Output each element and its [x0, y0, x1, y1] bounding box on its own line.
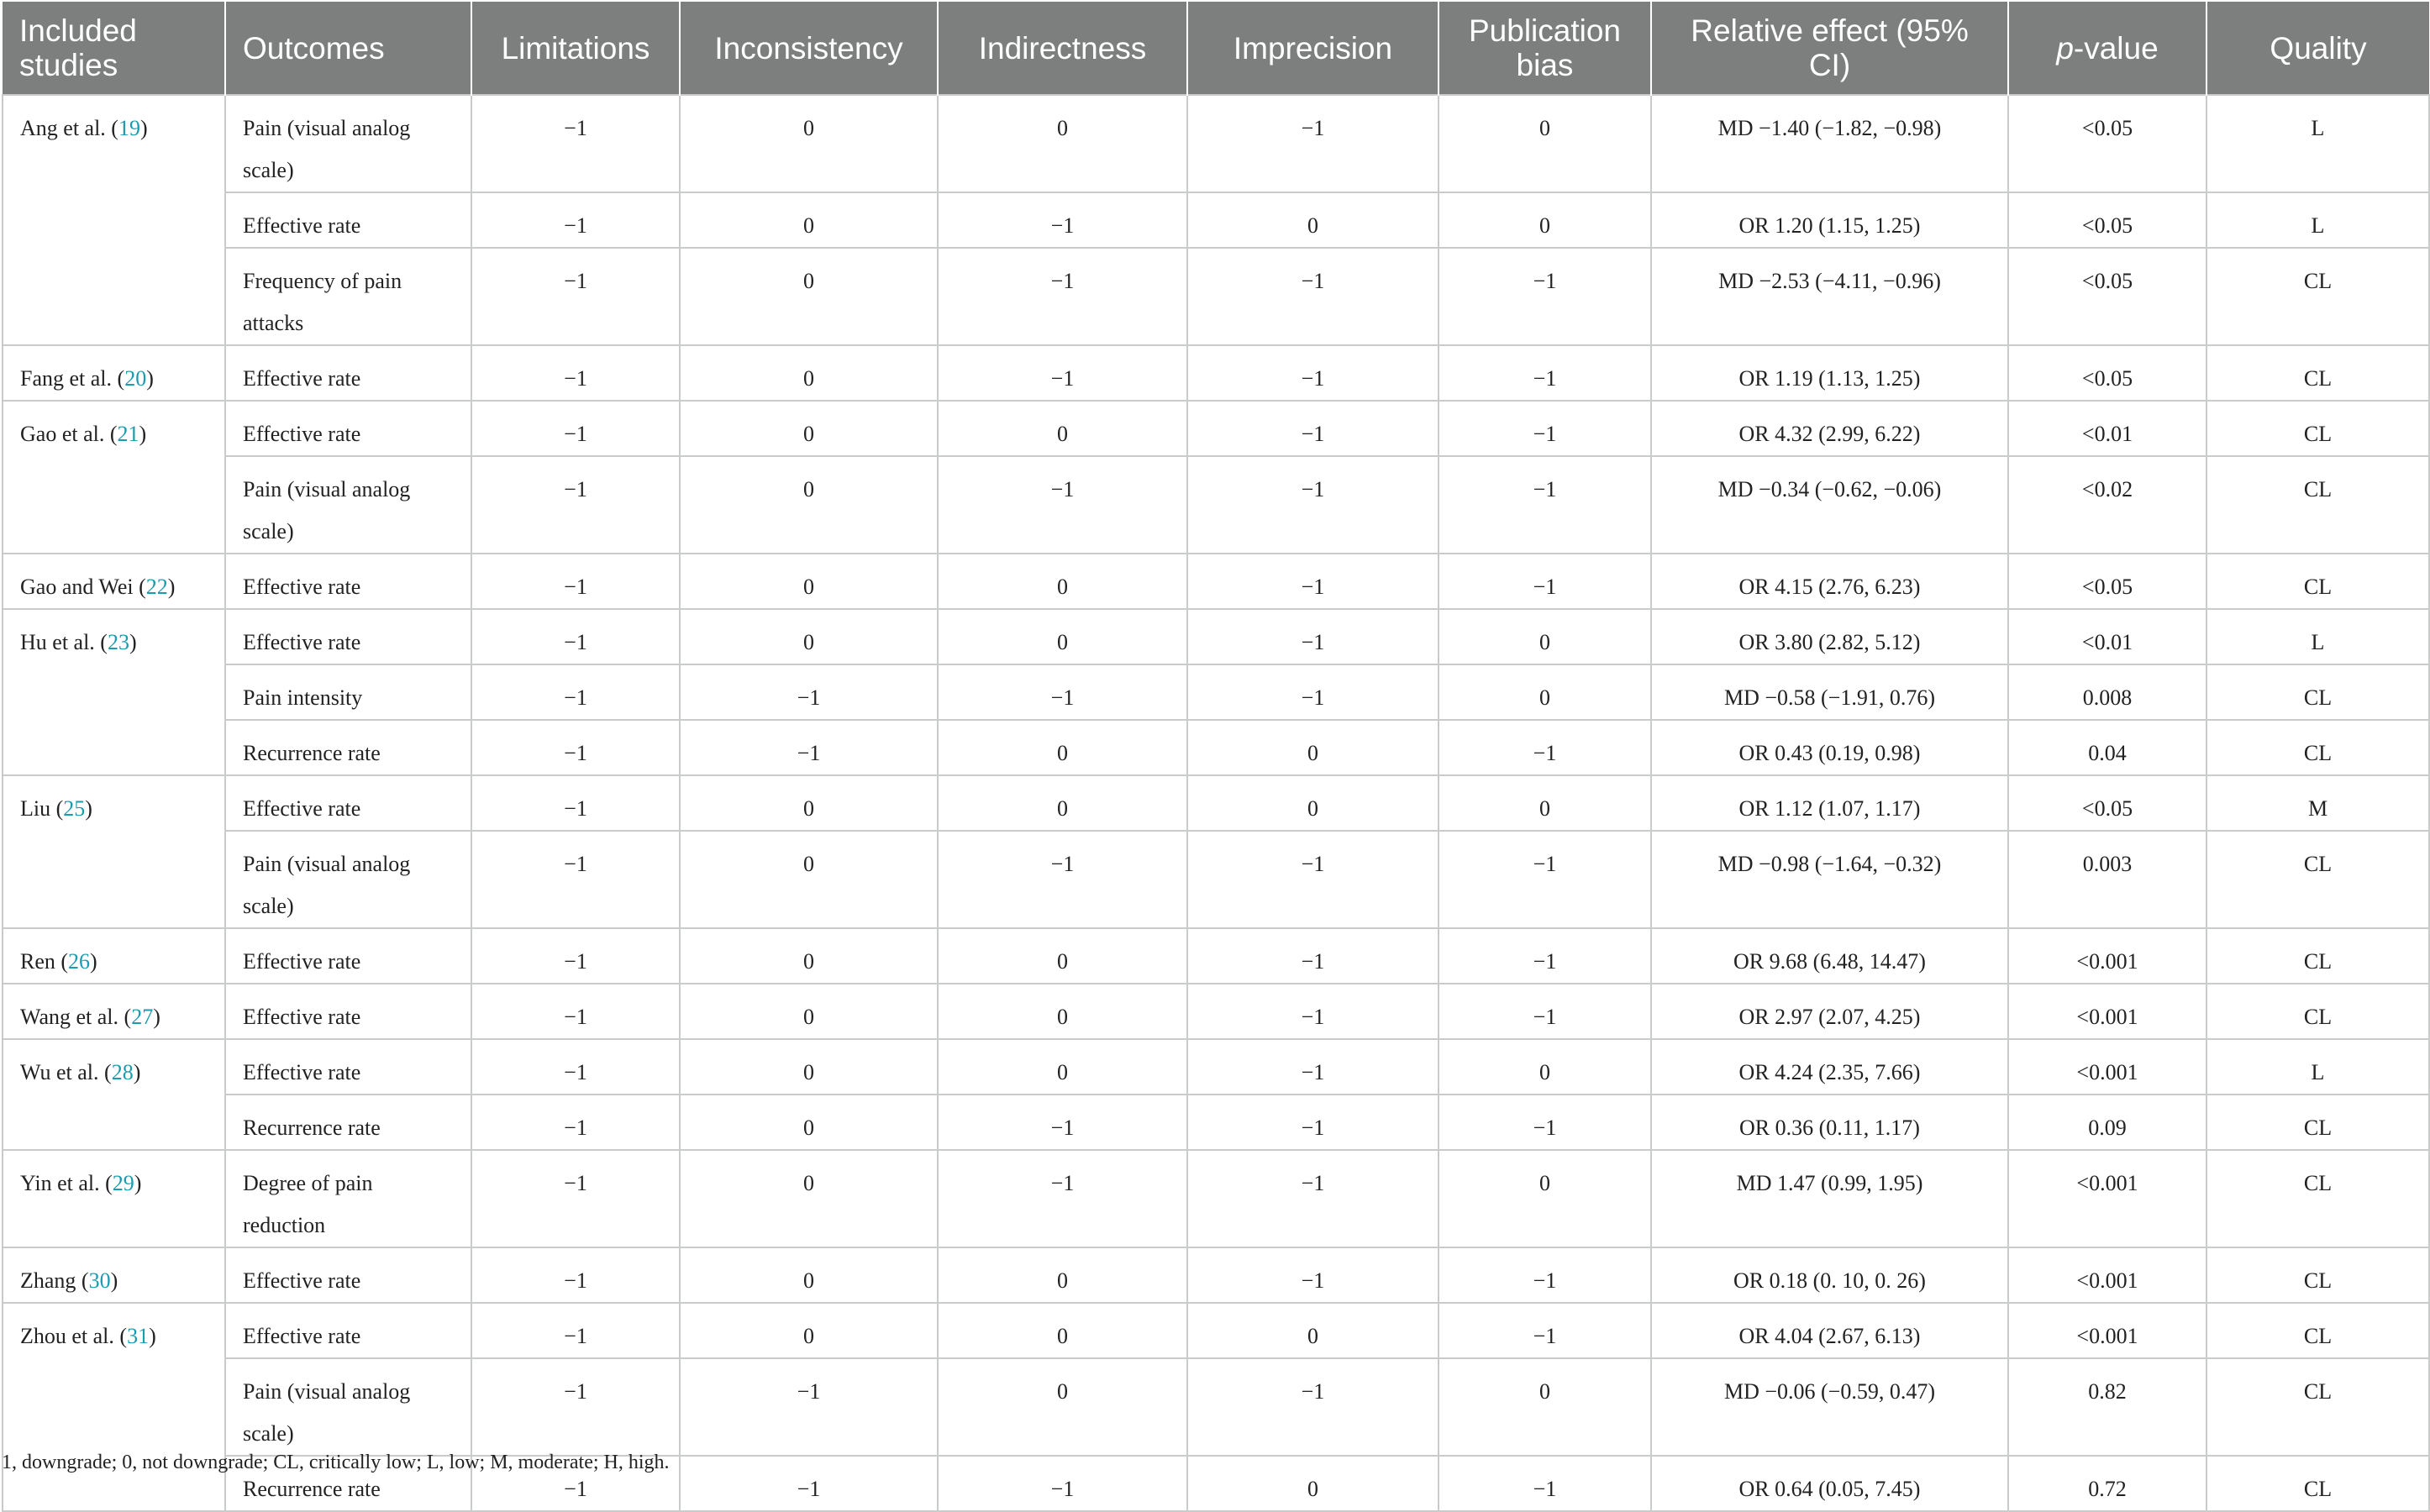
table-row — [3, 664, 2429, 720]
inconsistency-cell: 0 — [680, 984, 938, 1039]
study-cell — [3, 984, 225, 1039]
reference-link[interactable]: 23 — [107, 630, 129, 654]
imprecision-cell: −1 — [1187, 95, 1439, 192]
relative-effect-cell: OR 3.80 (2.82, 5.12) — [1651, 609, 2008, 664]
study-name: Fang et al. ( — [20, 366, 125, 391]
inconsistency-cell: 0 — [680, 1247, 938, 1303]
study-name: Yin et al. ( — [20, 1171, 113, 1195]
table-row — [3, 1247, 2429, 1303]
limitations-cell: −1 — [471, 95, 680, 192]
imprecision-cell: 0 — [1187, 1456, 1439, 1511]
inconsistency-cell: 0 — [680, 1039, 938, 1095]
header-p-value — [2008, 2, 2206, 95]
table-row — [3, 1039, 2429, 1095]
table-row — [3, 248, 2429, 345]
inconsistency-cell: −1 — [680, 664, 938, 720]
relative-effect-cell: OR 0.64 (0.05, 7.45) — [1651, 1456, 2008, 1511]
study-name-close: ) — [139, 116, 148, 140]
p-value-cell: 0.003 — [2008, 831, 2206, 928]
imprecision-cell: −1 — [1187, 1150, 1439, 1247]
outcome-cell: Pain intensity — [225, 664, 471, 720]
header-included-studies: Included studies — [3, 2, 225, 95]
publication-bias-cell: −1 — [1439, 345, 1651, 401]
p-value-cell: <0.05 — [2008, 192, 2206, 248]
indirectness-cell: −1 — [938, 192, 1187, 248]
inconsistency-cell: 0 — [680, 554, 938, 609]
publication-bias-cell: −1 — [1439, 456, 1651, 554]
relative-effect-cell: OR 1.19 (1.13, 1.25) — [1651, 345, 2008, 401]
table-row — [3, 456, 2429, 554]
limitations-cell: −1 — [471, 456, 680, 554]
table-row — [3, 720, 2429, 775]
p-value-cell: <0.05 — [2008, 248, 2206, 345]
outcome-cell: Pain (visual analog scale) — [225, 456, 471, 554]
indirectness-cell: −1 — [938, 1095, 1187, 1150]
limitations-cell: −1 — [471, 1150, 680, 1247]
indirectness-cell: 0 — [938, 1358, 1187, 1456]
study-name: Gao et al. ( — [20, 422, 118, 446]
header-limitations: Limitations — [471, 2, 680, 95]
p-value-cell: <0.05 — [2008, 775, 2206, 831]
relative-effect-cell: OR 0.36 (0.11, 1.17) — [1651, 1095, 2008, 1150]
imprecision-cell: 0 — [1187, 1303, 1439, 1358]
study-name-close: ) — [134, 1171, 142, 1195]
study-name: Ang et al. ( — [20, 116, 118, 140]
outcome-cell: Effective rate — [225, 775, 471, 831]
imprecision-cell: −1 — [1187, 664, 1439, 720]
limitations-cell: −1 — [471, 1095, 680, 1150]
imprecision-cell: −1 — [1187, 609, 1439, 664]
inconsistency-cell: −1 — [680, 720, 938, 775]
limitations-cell: −1 — [471, 554, 680, 609]
indirectness-cell: 0 — [938, 775, 1187, 831]
outcome-cell: Effective rate — [225, 928, 471, 984]
inconsistency-cell: 0 — [680, 928, 938, 984]
reference-link[interactable]: 19 — [118, 116, 140, 140]
outcome-cell: Effective rate — [225, 554, 471, 609]
p-value-cell: <0.001 — [2008, 1150, 2206, 1247]
imprecision-cell: 0 — [1187, 192, 1439, 248]
publication-bias-cell: −1 — [1439, 928, 1651, 984]
relative-effect-cell: MD −2.53 (−4.11, −0.96) — [1651, 248, 2008, 345]
indirectness-cell: 0 — [938, 1039, 1187, 1095]
indirectness-cell: −1 — [938, 831, 1187, 928]
study-cell — [3, 1303, 225, 1511]
quality-cell: CL — [2206, 720, 2429, 775]
indirectness-cell: −1 — [938, 345, 1187, 401]
inconsistency-cell: 0 — [680, 401, 938, 456]
publication-bias-cell: 0 — [1439, 95, 1651, 192]
p-value-cell: <0.001 — [2008, 984, 2206, 1039]
outcome-cell: Degree of pain reduction — [225, 1150, 471, 1247]
header-imprecision: Imprecision — [1187, 2, 1439, 95]
inconsistency-cell: −1 — [680, 1456, 938, 1511]
header-inconsistency: Inconsistency — [680, 2, 938, 95]
quality-cell: CL — [2206, 248, 2429, 345]
limitations-cell: −1 — [471, 1247, 680, 1303]
table-row — [3, 1095, 2429, 1150]
table-row — [3, 984, 2429, 1039]
table-row — [3, 192, 2429, 248]
publication-bias-cell: 0 — [1439, 1039, 1651, 1095]
outcome-cell: Effective rate — [225, 401, 471, 456]
limitations-cell: −1 — [471, 664, 680, 720]
table-header-row — [3, 2, 2429, 95]
imprecision-cell: −1 — [1187, 831, 1439, 928]
limitations-cell: −1 — [471, 345, 680, 401]
relative-effect-cell: MD −1.40 (−1.82, −0.98) — [1651, 95, 2008, 192]
study-cell — [3, 1150, 225, 1247]
p-value-cell: 0.008 — [2008, 664, 2206, 720]
inconsistency-cell: 0 — [680, 192, 938, 248]
quality-cell: CL — [2206, 345, 2429, 401]
table-row — [3, 1303, 2429, 1358]
p-value-cell: 0.09 — [2008, 1095, 2206, 1150]
inconsistency-cell: 0 — [680, 1303, 938, 1358]
table-row — [3, 1358, 2429, 1456]
study-cell — [3, 401, 225, 554]
outcome-cell: Effective rate — [225, 345, 471, 401]
limitations-cell: −1 — [471, 248, 680, 345]
p-value-cell: 0.72 — [2008, 1456, 2206, 1511]
quality-cell: CL — [2206, 456, 2429, 554]
table-row — [3, 95, 2429, 192]
publication-bias-cell: −1 — [1439, 1303, 1651, 1358]
outcome-cell: Recurrence rate — [225, 1456, 471, 1511]
publication-bias-cell: −1 — [1439, 401, 1651, 456]
study-cell — [3, 928, 225, 984]
p-value-cell: 0.04 — [2008, 720, 2206, 775]
limitations-cell: −1 — [471, 1039, 680, 1095]
header-p-italic: p — [2056, 30, 2074, 66]
header-outcomes: Outcomes — [225, 2, 471, 95]
table-row — [3, 1150, 2429, 1247]
quality-cell: M — [2206, 775, 2429, 831]
relative-effect-cell: OR 2.97 (2.07, 4.25) — [1651, 984, 2008, 1039]
study-name-close: ) — [90, 949, 97, 974]
grade-evidence-table — [2, 2, 2430, 1512]
p-value-cell: 0.82 — [2008, 1358, 2206, 1456]
reference-link[interactable]: 21 — [117, 422, 139, 446]
relative-effect-cell: OR 1.20 (1.15, 1.25) — [1651, 192, 2008, 248]
relative-effect-cell: OR 4.15 (2.76, 6.23) — [1651, 554, 2008, 609]
study-name-close: ) — [149, 1324, 156, 1348]
p-value-cell: <0.01 — [2008, 609, 2206, 664]
quality-cell: CL — [2206, 1358, 2429, 1456]
imprecision-cell: 0 — [1187, 720, 1439, 775]
relative-effect-cell: OR 1.12 (1.07, 1.17) — [1651, 775, 2008, 831]
inconsistency-cell: 0 — [680, 248, 938, 345]
publication-bias-cell: −1 — [1439, 248, 1651, 345]
quality-cell: CL — [2206, 928, 2429, 984]
table-row — [3, 401, 2429, 456]
table-body — [3, 95, 2429, 1511]
p-value-cell: <0.001 — [2008, 928, 2206, 984]
header-p-suffix: -value — [2073, 30, 2159, 66]
limitations-cell: −1 — [471, 192, 680, 248]
relative-effect-cell: MD −0.06 (−0.59, 0.47) — [1651, 1358, 2008, 1456]
reference-link[interactable]: 20 — [124, 366, 147, 391]
inconsistency-cell: 0 — [680, 95, 938, 192]
table-row — [3, 609, 2429, 664]
limitations-cell: −1 — [471, 609, 680, 664]
publication-bias-cell: −1 — [1439, 1247, 1651, 1303]
study-name-close: ) — [146, 366, 154, 391]
limitations-cell: −1 — [471, 831, 680, 928]
study-cell — [3, 95, 225, 345]
publication-bias-cell: −1 — [1439, 1456, 1651, 1511]
study-name-close: ) — [153, 1005, 160, 1029]
reference-link[interactable]: 30 — [88, 1268, 111, 1293]
p-value-cell: <0.02 — [2008, 456, 2206, 554]
imprecision-cell: 0 — [1187, 775, 1439, 831]
study-cell — [3, 345, 225, 401]
indirectness-cell: 0 — [938, 1247, 1187, 1303]
indirectness-cell: 0 — [938, 95, 1187, 192]
imprecision-cell: −1 — [1187, 248, 1439, 345]
study-name-close: ) — [139, 422, 147, 446]
imprecision-cell: −1 — [1187, 401, 1439, 456]
reference-link[interactable]: 25 — [63, 796, 86, 821]
inconsistency-cell: 0 — [680, 1150, 938, 1247]
reference-link[interactable]: 26 — [68, 949, 91, 974]
p-value-cell: <0.05 — [2008, 345, 2206, 401]
table-row — [3, 345, 2429, 401]
outcome-cell: Effective rate — [225, 1039, 471, 1095]
p-value-cell: <0.05 — [2008, 95, 2206, 192]
imprecision-cell: −1 — [1187, 456, 1439, 554]
study-cell — [3, 775, 225, 928]
imprecision-cell: −1 — [1187, 1039, 1439, 1095]
reference-link[interactable]: 29 — [112, 1171, 134, 1195]
publication-bias-cell: 0 — [1439, 609, 1651, 664]
imprecision-cell: −1 — [1187, 928, 1439, 984]
relative-effect-cell: OR 4.04 (2.67, 6.13) — [1651, 1303, 2008, 1358]
relative-effect-cell: MD 1.47 (0.99, 1.95) — [1651, 1150, 2008, 1247]
quality-cell: L — [2206, 95, 2429, 192]
indirectness-cell: 0 — [938, 984, 1187, 1039]
p-value-cell: <0.001 — [2008, 1247, 2206, 1303]
study-name-close: ) — [129, 630, 137, 654]
quality-cell: L — [2206, 1039, 2429, 1095]
indirectness-cell: −1 — [938, 1150, 1187, 1247]
relative-effect-cell: OR 4.24 (2.35, 7.66) — [1651, 1039, 2008, 1095]
relative-effect-cell: OR 0.43 (0.19, 0.98) — [1651, 720, 2008, 775]
quality-cell: CL — [2206, 554, 2429, 609]
publication-bias-cell: −1 — [1439, 720, 1651, 775]
relative-effect-cell: MD −0.34 (−0.62, −0.06) — [1651, 456, 2008, 554]
study-name: Zhang ( — [20, 1268, 89, 1293]
table-row — [3, 554, 2429, 609]
relative-effect-cell: MD −0.58 (−1.91, 0.76) — [1651, 664, 2008, 720]
limitations-cell: −1 — [471, 720, 680, 775]
p-value-cell: <0.001 — [2008, 1039, 2206, 1095]
outcome-cell: Effective rate — [225, 984, 471, 1039]
relative-effect-cell: MD −0.98 (−1.64, −0.32) — [1651, 831, 2008, 928]
reference-link[interactable]: 28 — [111, 1060, 134, 1084]
publication-bias-cell: −1 — [1439, 984, 1651, 1039]
limitations-cell: −1 — [471, 401, 680, 456]
study-name-close: ) — [110, 1268, 118, 1293]
outcome-cell: Pain (visual analog scale) — [225, 95, 471, 192]
inconsistency-cell: −1 — [680, 1358, 938, 1456]
publication-bias-cell: 0 — [1439, 775, 1651, 831]
reference-link[interactable]: 31 — [127, 1324, 150, 1348]
reference-link[interactable]: 27 — [131, 1005, 154, 1029]
study-name-close: ) — [85, 796, 92, 821]
indirectness-cell: 0 — [938, 609, 1187, 664]
p-value-cell: <0.01 — [2008, 401, 2206, 456]
indirectness-cell: 0 — [938, 1303, 1187, 1358]
header-indirectness: Indirectness — [938, 2, 1187, 95]
publication-bias-cell: 0 — [1439, 192, 1651, 248]
study-name: Ren ( — [20, 949, 69, 974]
limitations-cell: −1 — [471, 1456, 680, 1511]
header-publication-bias: Publication bias — [1439, 2, 1651, 95]
indirectness-cell: −1 — [938, 1456, 1187, 1511]
inconsistency-cell: 0 — [680, 831, 938, 928]
outcome-cell: Frequency of pain attacks — [225, 248, 471, 345]
study-name: Liu ( — [20, 796, 64, 821]
indirectness-cell: 0 — [938, 401, 1187, 456]
limitations-cell: −1 — [471, 775, 680, 831]
quality-cell: CL — [2206, 831, 2429, 928]
quality-cell: CL — [2206, 664, 2429, 720]
indirectness-cell: 0 — [938, 554, 1187, 609]
quality-cell: CL — [2206, 984, 2429, 1039]
indirectness-cell: −1 — [938, 664, 1187, 720]
inconsistency-cell: 0 — [680, 345, 938, 401]
publication-bias-cell: 0 — [1439, 1358, 1651, 1456]
quality-cell: L — [2206, 192, 2429, 248]
table-row — [3, 831, 2429, 928]
indirectness-cell: 0 — [938, 720, 1187, 775]
table-row — [3, 928, 2429, 984]
table-footnote: 1, downgrade; 0, not downgrade; CL, critically low; L, low; M, moderate; H, high. — [2, 1452, 670, 1473]
study-name: Hu et al. ( — [20, 630, 108, 654]
study-name-close: ) — [133, 1060, 141, 1084]
inconsistency-cell: 0 — [680, 1095, 938, 1150]
study-cell — [3, 609, 225, 775]
p-value-cell: <0.05 — [2008, 554, 2206, 609]
indirectness-cell: 0 — [938, 928, 1187, 984]
relative-effect-cell: OR 0.18 (0. 10, 0. 26) — [1651, 1247, 2008, 1303]
quality-cell: CL — [2206, 401, 2429, 456]
outcome-cell: Recurrence rate — [225, 1095, 471, 1150]
indirectness-cell: −1 — [938, 456, 1187, 554]
relative-effect-cell: OR 4.32 (2.99, 6.22) — [1651, 401, 2008, 456]
outcome-cell: Recurrence rate — [225, 720, 471, 775]
imprecision-cell: −1 — [1187, 1247, 1439, 1303]
outcome-cell: Effective rate — [225, 1303, 471, 1358]
imprecision-cell: −1 — [1187, 984, 1439, 1039]
header-relative-effect: Relative effect (95% CI) — [1651, 2, 2008, 95]
outcome-cell: Effective rate — [225, 609, 471, 664]
quality-cell: CL — [2206, 1095, 2429, 1150]
publication-bias-cell: 0 — [1439, 1150, 1651, 1247]
inconsistency-cell: 0 — [680, 775, 938, 831]
outcome-cell: Effective rate — [225, 1247, 471, 1303]
quality-cell: CL — [2206, 1456, 2429, 1511]
study-name: Wu et al. ( — [20, 1060, 112, 1084]
study-name-close: ) — [167, 575, 176, 599]
table-row — [3, 775, 2429, 831]
publication-bias-cell: −1 — [1439, 554, 1651, 609]
imprecision-cell: −1 — [1187, 1358, 1439, 1456]
quality-cell: CL — [2206, 1150, 2429, 1247]
quality-cell: L — [2206, 609, 2429, 664]
header-quality: Quality — [2206, 2, 2429, 95]
study-name: Wang et al. ( — [20, 1005, 132, 1029]
study-name: Zhou et al. ( — [20, 1324, 128, 1348]
limitations-cell: −1 — [471, 984, 680, 1039]
limitations-cell: −1 — [471, 1358, 680, 1456]
study-cell — [3, 1039, 225, 1150]
imprecision-cell: −1 — [1187, 345, 1439, 401]
quality-cell: CL — [2206, 1303, 2429, 1358]
study-name: Gao and Wei ( — [20, 575, 146, 599]
reference-link[interactable]: 22 — [145, 575, 168, 599]
inconsistency-cell: 0 — [680, 456, 938, 554]
relative-effect-cell: OR 9.68 (6.48, 14.47) — [1651, 928, 2008, 984]
study-cell — [3, 554, 225, 609]
outcome-cell: Pain (visual analog scale) — [225, 1358, 471, 1456]
imprecision-cell: −1 — [1187, 1095, 1439, 1150]
outcome-cell: Effective rate — [225, 192, 471, 248]
inconsistency-cell: 0 — [680, 609, 938, 664]
publication-bias-cell: 0 — [1439, 664, 1651, 720]
imprecision-cell: −1 — [1187, 554, 1439, 609]
quality-cell: CL — [2206, 1247, 2429, 1303]
indirectness-cell: −1 — [938, 248, 1187, 345]
p-value-cell: <0.001 — [2008, 1303, 2206, 1358]
outcome-cell: Pain (visual analog scale) — [225, 831, 471, 928]
publication-bias-cell: −1 — [1439, 1095, 1651, 1150]
limitations-cell: −1 — [471, 1303, 680, 1358]
publication-bias-cell: −1 — [1439, 831, 1651, 928]
study-cell — [3, 1247, 225, 1303]
limitations-cell: −1 — [471, 928, 680, 984]
